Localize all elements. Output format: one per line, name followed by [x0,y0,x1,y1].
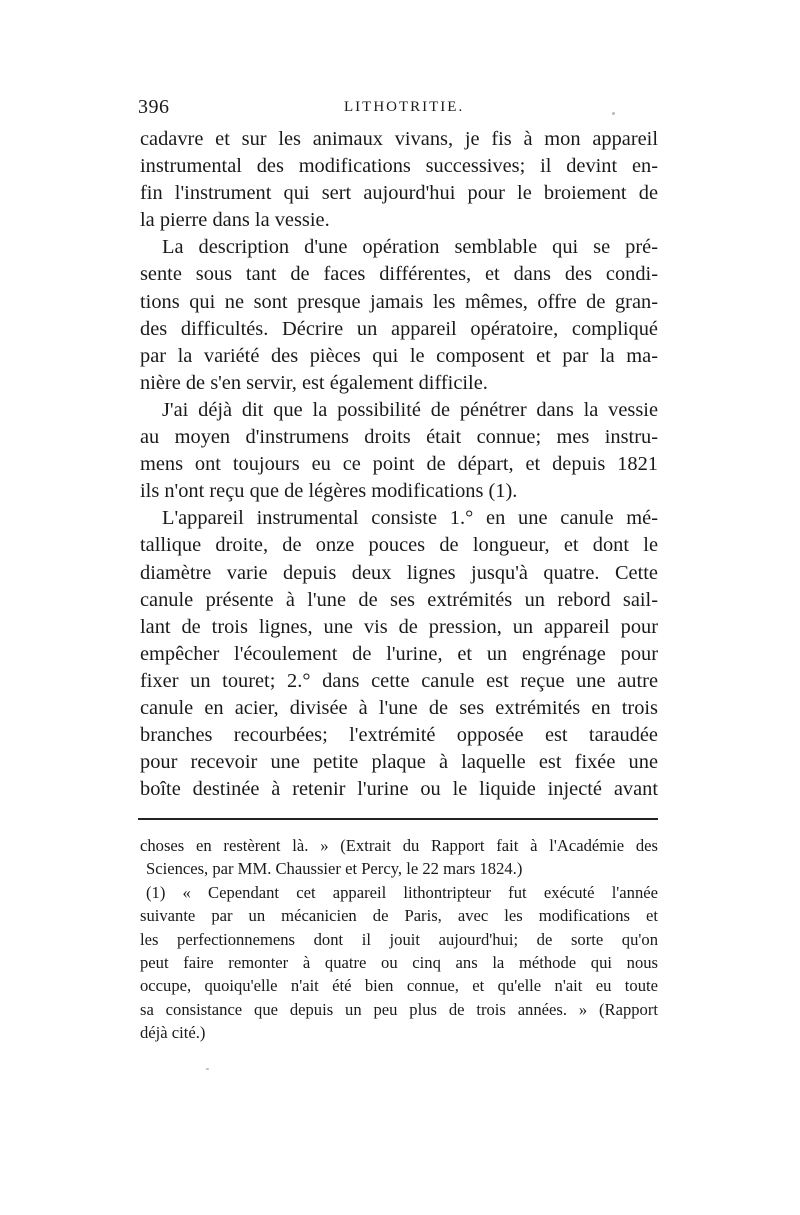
body-line: diamètre varie depuis deux lignes jusqu'à quatre. Cette [140,561,658,584]
body-line: nière de s'en servir, est également difficile. [140,371,488,394]
body-line: des difficultés. Décrire un appareil opératoire, compliqué [140,317,658,340]
body-line: lant de trois lignes, une vis de pression, un appareil pour [140,615,658,638]
body-line: branches recourbées; l'extrémité opposée est taraudée [140,724,658,747]
body-line: la pierre dans la vessie. [140,209,330,232]
body-line: cadavre et sur les animaux vivans, je fis à mon appareil [140,128,658,150]
body-line: au moyen d'instrumens droits était connue; mes instru- [140,426,658,449]
note-line: les perfectionnemens dont il jouit aujourd'hui; de sorte qu'on [140,929,658,949]
note-line: (1) « Cependant cet appareil lithontripteur fut exécuté l'année [146,882,658,902]
body-line: tions qui ne sont presque jamais les mêmes, offre de gran- [140,290,658,313]
body-line: L'appareil instrumental consiste 1.° en une canule mé- [162,507,658,530]
body-line: ils n'ont reçu que de légères modifications (1). [140,480,518,503]
body-line: sente sous tant de faces différentes, et dans des condi- [140,263,658,286]
running-title: LITHOTRITIE. [344,99,465,115]
body-line: par la variété des pièces qui le composent et par la ma- [140,344,658,367]
note-line: Sciences, par MM. Chaussier et Percy, le 22 mars 1824.) [146,859,523,879]
main-text [140,126,658,803]
page-number: 396 [138,96,170,118]
footnotes [140,834,658,1045]
paper-speck [206,1068,209,1070]
note-line: choses en restèrent là. » (Extrait du Rapport fait à l'Académie des [140,836,658,855]
note-line: peut faire remonter à quatre ou cinq ans la méthode qui nous [140,952,658,972]
body-line: J'ai déjà dit que la possibilité de pénétrer dans la vessie [162,398,658,421]
body-line: canule en acier, divisée à l'une de ses extrémités en trois [140,696,658,719]
note-line: déjà cité.) [140,1023,206,1043]
body-line: boîte destinée à retenir l'urine ou le liquide injecté avant [140,778,658,801]
body-line: empêcher l'écoulement de l'urine, et un engrénage pour [140,642,658,665]
body-line: mens ont toujours eu ce point de départ, et depuis 1821 [140,453,658,476]
page-header [138,96,658,126]
note-line: sa consistance que depuis un peu plus de trois années. » (Rapport [140,999,658,1019]
paper-speck [612,112,615,115]
footnote-rule [138,818,658,820]
note-line: suivante par un mécanicien de Paris, avec les modifications et [140,906,658,926]
body-line: La description d'une opération semblable qui se pré- [162,236,658,259]
body-line: instrumental des modifications successives; il devint en- [140,155,658,178]
body-line: tallique droite, de onze pouces de longueur, et dont le [140,534,658,557]
body-line: fixer un touret; 2.° dans cette canule est reçue une autre [140,669,658,692]
body-line: fin l'instrument qui sert aujourd'hui pour le broiement de [140,182,658,205]
body-line: pour recevoir une petite plaque à laquelle est fixée une [140,751,658,774]
note-line: occupe, quoiqu'elle n'ait été bien connue, et qu'elle n'ait eu toute [140,976,658,996]
body-line: canule présente à l'une de ses extrémités un rebord sail- [140,588,658,611]
